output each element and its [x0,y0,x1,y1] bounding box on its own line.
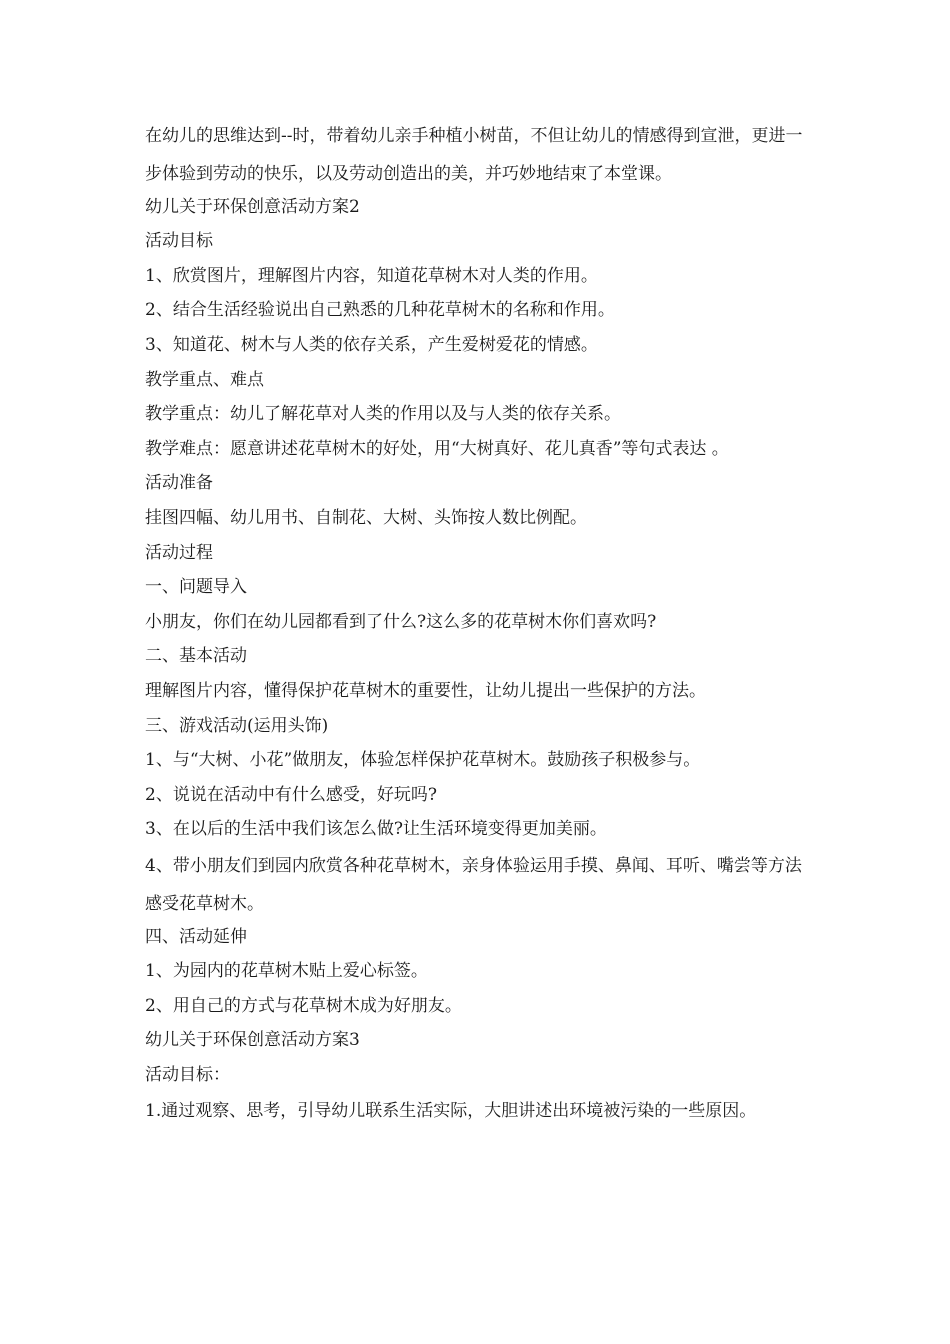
game-item-3: 3、在以后的生活中我们该怎么做?让生活环境变得更加美丽。 [145,819,607,840]
extension-item-1: 1、为园内的花草树木贴上爱心标签。 [145,961,428,982]
section-heading-plan-3: 幼儿关于环保创意活动方案3 [145,1030,360,1051]
goal-item-1: 1、欣赏图片，理解图片内容，知道花草树木对人类的作用。 [145,265,598,286]
game-item-1: 1、与“大树、小花”做朋友，体验怎样保护花草树木。鼓励孩子积极参与。 [145,750,701,771]
extension-item-2: 2、用自己的方式与花草树木成为好朋友。 [145,995,462,1016]
paragraph-intro-continued: 在幼儿的思维达到--时，带着幼儿亲手种植小树苗，不但让幼儿的情感得到宣泄，更进一步体验到劳动的快乐，以及劳动创造出的美，并巧妙地结束了本堂课。 [145,126,803,184]
game-item-2: 2、说说在活动中有什么感受，好玩吗? [145,784,437,805]
goal-3-item-1: 1.通过观察、思考，引导幼儿联系生活实际，大胆讲述出环境被污染的一些原因。 [145,1101,757,1122]
step-heading-1: 一、问题导入 [145,577,247,598]
step-heading-2: 二、基本活动 [145,646,247,667]
heading-process: 活动过程 [145,542,213,563]
heading-key-points: 教学重点、难点 [145,369,264,390]
difficulty-text: 教学难点：愿意讲述花草树木的好处，用“大树真好、花儿真香”等句式表达 。 [145,438,729,459]
key-point-text: 教学重点：幼儿了解花草对人类的作用以及与人类的依存关系。 [145,404,621,425]
section-heading-plan-2: 幼儿关于环保创意活动方案2 [145,196,360,217]
heading-activity-goals-3: 活动目标： [145,1064,230,1085]
step-2-text: 理解图片内容，懂得保护花草树木的重要性，让幼儿提出一些保护的方法。 [145,680,706,701]
step-heading-4: 四、活动延伸 [145,926,247,947]
step-1-text: 小朋友，你们在幼儿园都看到了什么?这么多的花草树木你们喜欢吗? [145,611,657,632]
document-page [145,117,810,1127]
heading-preparation: 活动准备 [145,473,213,494]
step-heading-3: 三、游戏活动(运用头饰) [145,715,329,736]
goal-item-3: 3、知道花、树木与人类的依存关系，产生爱树爱花的情感。 [145,334,598,355]
preparation-text: 挂图四幅、幼儿用书、自制花、大树、头饰按人数比例配。 [145,507,587,528]
heading-activity-goals: 活动目标 [145,231,213,252]
goal-item-2: 2、结合生活经验说出自己熟悉的几种花草树木的名称和作用。 [145,300,615,321]
game-item-4: 4、带小朋友们到园内欣赏各种花草树木，亲身体验运用手摸、鼻闻、耳听、嘴尝等方法感受花草树木。 [145,855,802,914]
